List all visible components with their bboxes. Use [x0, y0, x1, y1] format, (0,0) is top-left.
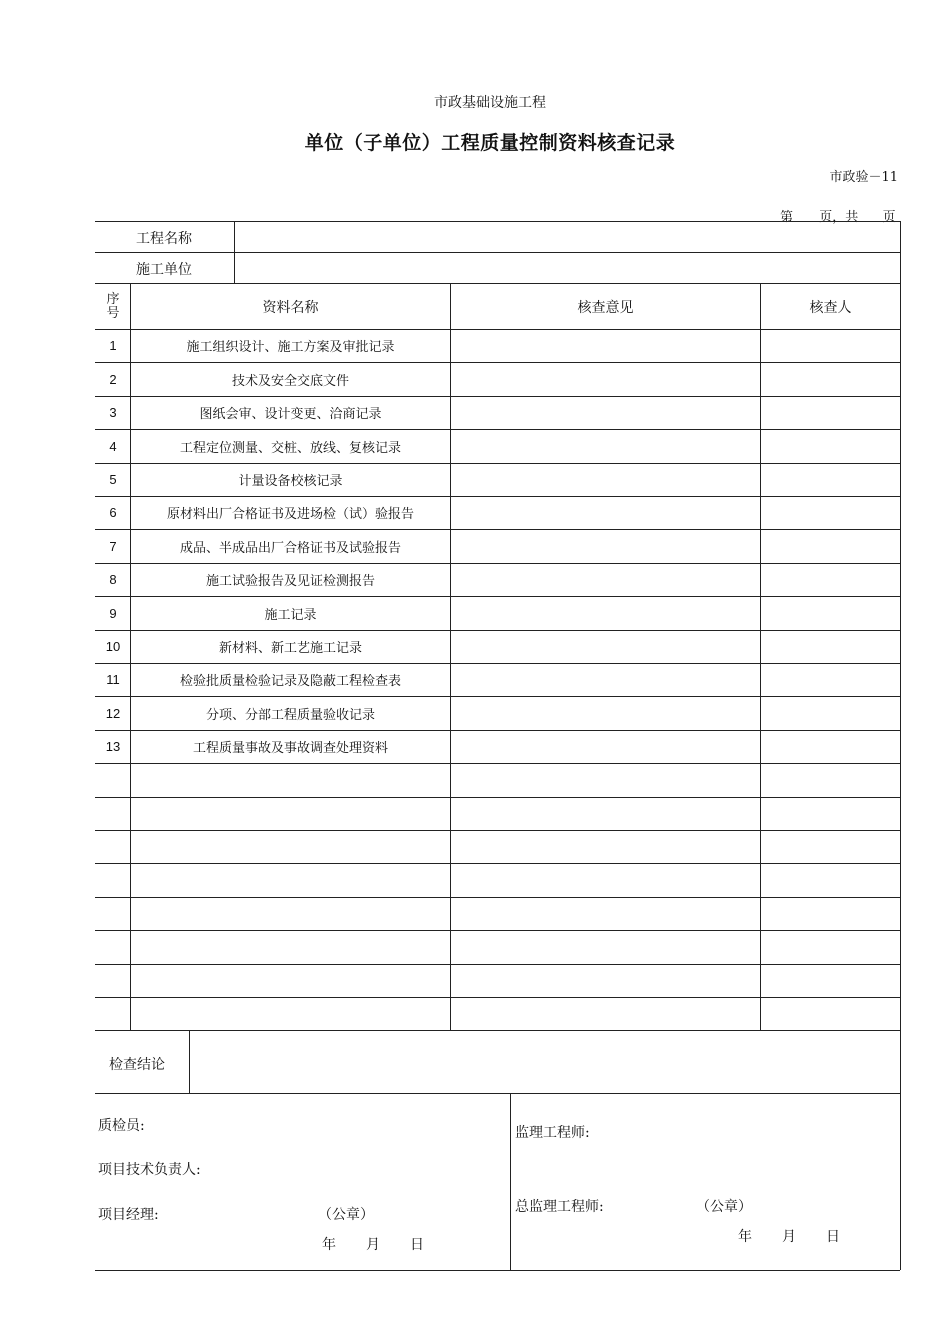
right-day-label: 日 [826, 1229, 840, 1245]
conclusion-label: 检查结论 [109, 1057, 165, 1073]
material-name-cell [131, 897, 450, 930]
seq-header [96, 285, 130, 329]
checker-cell[interactable] [761, 763, 900, 797]
material-name-cell [131, 763, 450, 797]
table-border-right [900, 221, 901, 1270]
construction-unit-field[interactable] [235, 253, 899, 283]
opinion-cell[interactable] [451, 329, 760, 362]
seq-header-text: 序 号 [106, 292, 120, 321]
left-day-label: 日 [410, 1237, 424, 1253]
right-month-label: 月 [782, 1229, 796, 1245]
page-di-label: 第 [780, 210, 794, 225]
checker-cell[interactable] [761, 696, 900, 730]
material-name-cell [131, 930, 450, 964]
row-number: 13 [105, 739, 121, 754]
checker-cell[interactable] [761, 830, 900, 863]
row-number [96, 830, 130, 863]
material-name-cell: 分项、分部工程质量验收记录 [205, 707, 375, 723]
row-number: 6 [109, 505, 117, 520]
checker-cell[interactable] [761, 630, 900, 663]
tech-lead-label: 项目技术负责人: [98, 1162, 201, 1178]
checker-cell[interactable] [761, 797, 900, 830]
material-name-cell [131, 997, 450, 1030]
opinion-cell[interactable] [451, 730, 760, 763]
construction-unit-label: 施工单位 [136, 262, 192, 278]
row-number: 1 [109, 338, 117, 353]
col-divider [510, 1093, 511, 1270]
opinion-cell[interactable] [451, 863, 760, 897]
checker-cell[interactable] [761, 463, 900, 496]
page-ye-label: 页 [882, 210, 896, 225]
checker-cell[interactable] [761, 529, 900, 563]
checker-header: 核查人 [809, 300, 852, 316]
row-number: 12 [105, 705, 121, 721]
opinion-cell[interactable] [451, 997, 760, 1030]
right-seal-label: （公章） [696, 1199, 752, 1215]
row-number: 7 [109, 538, 117, 554]
project-name-label: 工程名称 [136, 231, 192, 247]
opinion-cell[interactable] [451, 429, 760, 463]
checker-cell[interactable] [761, 897, 900, 930]
left-seal-label: （公章） [318, 1207, 374, 1223]
opinion-cell[interactable] [451, 529, 760, 563]
row-number: 10 [105, 639, 121, 654]
checker-cell[interactable] [761, 563, 900, 596]
inspector-label: 质检员: [98, 1118, 145, 1134]
checker-cell[interactable] [761, 863, 900, 897]
row-number [96, 930, 130, 964]
row-number [96, 997, 130, 1030]
material-name-cell: 工程定位测量、交桩、放线、复核记录 [179, 440, 401, 456]
checker-cell[interactable] [761, 429, 900, 463]
supervisor-label: 监理工程师: [515, 1125, 590, 1141]
chief-supervisor-label: 总监理工程师: [515, 1199, 604, 1215]
material-name-cell [131, 830, 450, 863]
row-number [96, 763, 130, 797]
row-number [96, 863, 130, 897]
row-number [96, 964, 130, 997]
opinion-cell[interactable] [451, 696, 760, 730]
row-divider [95, 283, 900, 284]
material-name-cell: 检验批质量检验记录及隐蔽工程检查表 [179, 674, 401, 689]
row-number: 11 [106, 672, 120, 687]
checker-cell[interactable] [761, 663, 900, 696]
material-name-cell: 工程质量事故及事故调查处理资料 [192, 741, 388, 756]
conclusion-field[interactable] [191, 1032, 899, 1092]
material-name-cell: 成品、半成品出厂合格证书及试验报告 [179, 540, 401, 556]
material-name-cell: 技术及安全交底文件 [231, 373, 349, 389]
row-number: 8 [109, 572, 117, 587]
material-name-header: 资料名称 [262, 300, 319, 316]
left-year-label: 年 [322, 1237, 336, 1253]
opinion-cell[interactable] [451, 763, 760, 797]
material-name-cell [131, 964, 450, 997]
checker-cell[interactable] [761, 596, 900, 630]
document-title: 单位（子单位）工程质量控制资料核查记录 [304, 132, 676, 154]
table-border-bottom [95, 1270, 900, 1271]
document-subtitle: 市政基础设施工程 [434, 95, 546, 111]
row-number: 5 [109, 472, 117, 487]
checker-cell[interactable] [761, 329, 900, 362]
opinion-cell[interactable] [451, 396, 760, 429]
opinion-cell[interactable] [451, 596, 760, 630]
project-name-field[interactable] [235, 222, 899, 252]
checker-cell[interactable] [761, 396, 900, 429]
row-number: 4 [109, 438, 117, 454]
page-total-label: 页，共 [819, 210, 859, 225]
checker-cell[interactable] [761, 362, 900, 396]
opinion-cell[interactable] [451, 897, 760, 930]
project-manager-label: 项目经理: [98, 1207, 159, 1223]
checker-cell[interactable] [761, 930, 900, 964]
row-divider [95, 1093, 900, 1094]
col-divider [189, 1030, 190, 1093]
row-number: 3 [109, 405, 117, 420]
material-name-cell: 计量设备校核记录 [238, 474, 343, 489]
material-name-cell [131, 797, 450, 830]
opinion-cell[interactable] [451, 496, 760, 529]
row-number [96, 797, 130, 830]
opinion-cell[interactable] [451, 463, 760, 496]
opinion-cell[interactable] [451, 563, 760, 596]
opinion-cell[interactable] [451, 362, 760, 396]
row-number: 2 [109, 371, 117, 387]
row-divider [95, 1030, 900, 1031]
material-name-cell: 原材料出厂合格证书及进场检（试）验报告 [166, 507, 414, 522]
opinion-cell[interactable] [451, 663, 760, 696]
material-name-cell: 新材料、新工艺施工记录 [218, 641, 362, 656]
opinion-cell[interactable] [451, 830, 760, 863]
material-name-cell: 施工试验报告及见证检测报告 [205, 574, 375, 589]
row-number [96, 897, 130, 930]
form-code: 市政验－11 [829, 170, 898, 185]
checker-cell[interactable] [761, 730, 900, 763]
opinion-cell[interactable] [451, 964, 760, 997]
checker-cell[interactable] [761, 997, 900, 1030]
material-name-cell: 施工组织设计、施工方案及审批记录 [186, 340, 395, 355]
opinion-header: 核查意见 [577, 300, 634, 316]
opinion-cell[interactable] [451, 797, 760, 830]
row-number: 9 [109, 605, 117, 621]
checker-cell[interactable] [761, 496, 900, 529]
checker-cell[interactable] [761, 964, 900, 997]
material-name-cell: 图纸会审、设计变更、洽商记录 [199, 407, 382, 422]
material-name-cell: 施工记录 [264, 607, 317, 623]
right-year-label: 年 [738, 1229, 752, 1245]
material-name-cell [131, 863, 450, 897]
left-month-label: 月 [366, 1237, 380, 1253]
opinion-cell[interactable] [451, 630, 760, 663]
opinion-cell[interactable] [451, 930, 760, 964]
